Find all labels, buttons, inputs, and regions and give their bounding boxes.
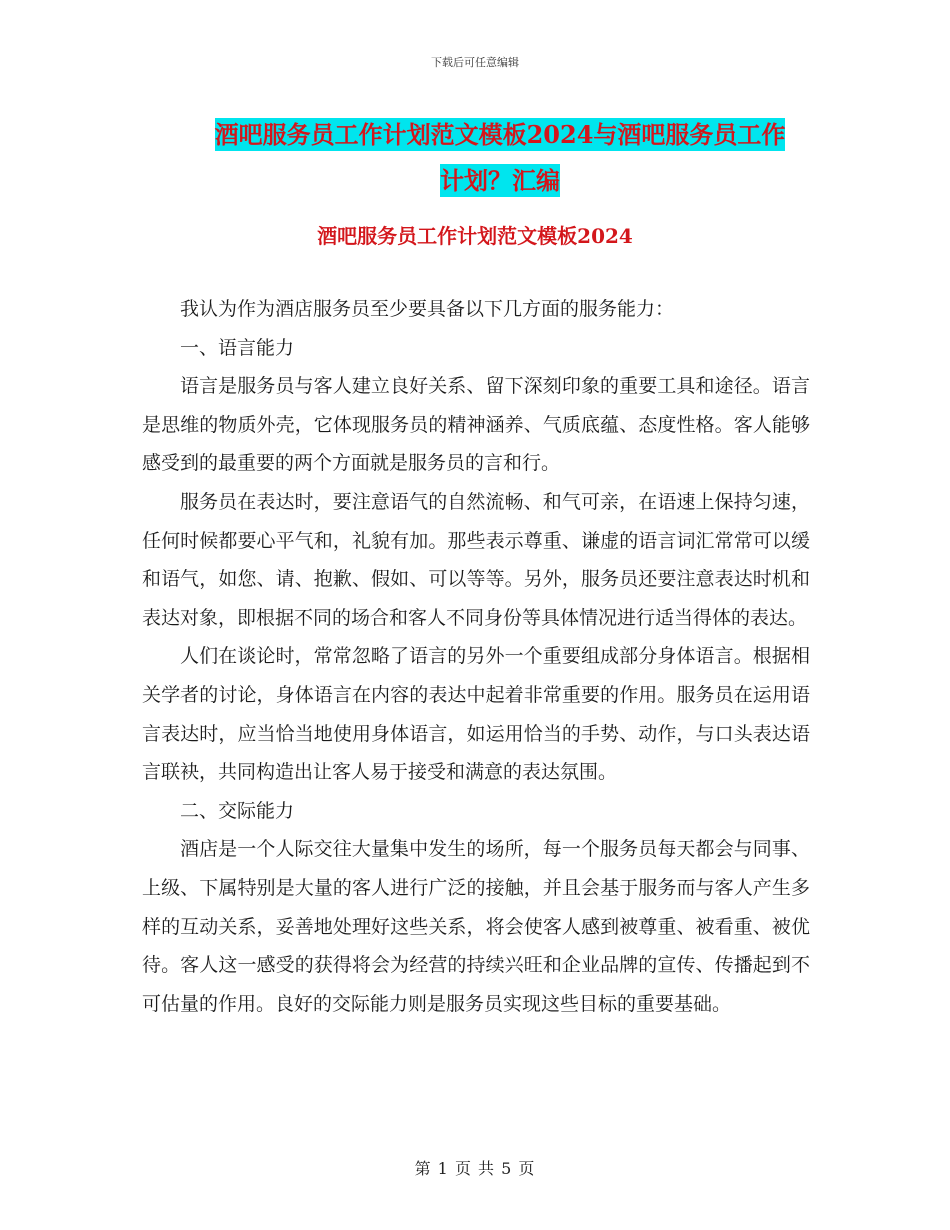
paragraph-intro: 我认为作为酒店服务员至少要具备以下几方面的服务能力： bbox=[180, 298, 675, 320]
title-line-1: 酒吧服务员工作计划范文模板2024与酒吧服务员工作 bbox=[214, 120, 786, 149]
section-title: 酒吧服务员工作计划范文模板2024 bbox=[317, 224, 633, 248]
page-number: 第 1 页 共 5 页 bbox=[414, 1159, 536, 1178]
paragraph-language-1: 语言是服务员与客人建立良好关系、留下深刻印象的重要工具和途径。语言是思维的物质外壳，它体现服务员的精神涵养、气质底蕴、态度性格。客人能够感受到的最重要的两个方面就是服务员的言和行。 bbox=[142, 375, 810, 475]
page-header-note: 下载后可任意编辑 bbox=[431, 56, 519, 69]
paragraph-body-language: 人们在谈论时，常常忽略了语言的另外一个重要组成部分身体语言。根据相关学者的讨论，身体语言在内容的表达中起着非常重要的作用。服务员在运用语言表达时，应当恰当地使用身体语言，如运用恰当的手势、动作，与口头表达语言联袂，共同构造出让客人易于接受和满意的表达氛围。 bbox=[142, 645, 810, 784]
title-line-2: 计划？汇编 bbox=[440, 166, 560, 195]
document-body bbox=[142, 290, 810, 1023]
paragraph-language-2: 服务员在表达时，要注意语气的自然流畅、和气可亲，在语速上保持匀速，任何时候都要心平气和，礼貌有加。那些表示尊重、谦虚的语言词汇常常可以缓和语气，如您、请、抱歉、假如、可以等等。另外，服务员还要注意表达时机和表达对象，即根据不同的场合和客人不同身份等具体情况进行适当得体的表达。 bbox=[142, 490, 810, 629]
heading-social-ability: 二、交际能力 bbox=[180, 799, 295, 822]
heading-language-ability: 一、语言能力 bbox=[180, 336, 295, 359]
paragraph-social: 酒店是一个人际交往大量集中发生的场所，每一个服务员每天都会与同事、上级、下属特别是大量的客人进行广泛的接触，并且会基于服务而与客人产生多样的互动关系，妥善地处理好这些关系，将会使客人感到被尊重、被看重、被优待。客人这一感受的获得将会为经营的持续兴旺和企业品牌的宣传、传播起到不可估量的作用。良好的交际能力则是服务员实现这些目标的重要基础。 bbox=[142, 838, 810, 1015]
document-title bbox=[120, 112, 880, 204]
